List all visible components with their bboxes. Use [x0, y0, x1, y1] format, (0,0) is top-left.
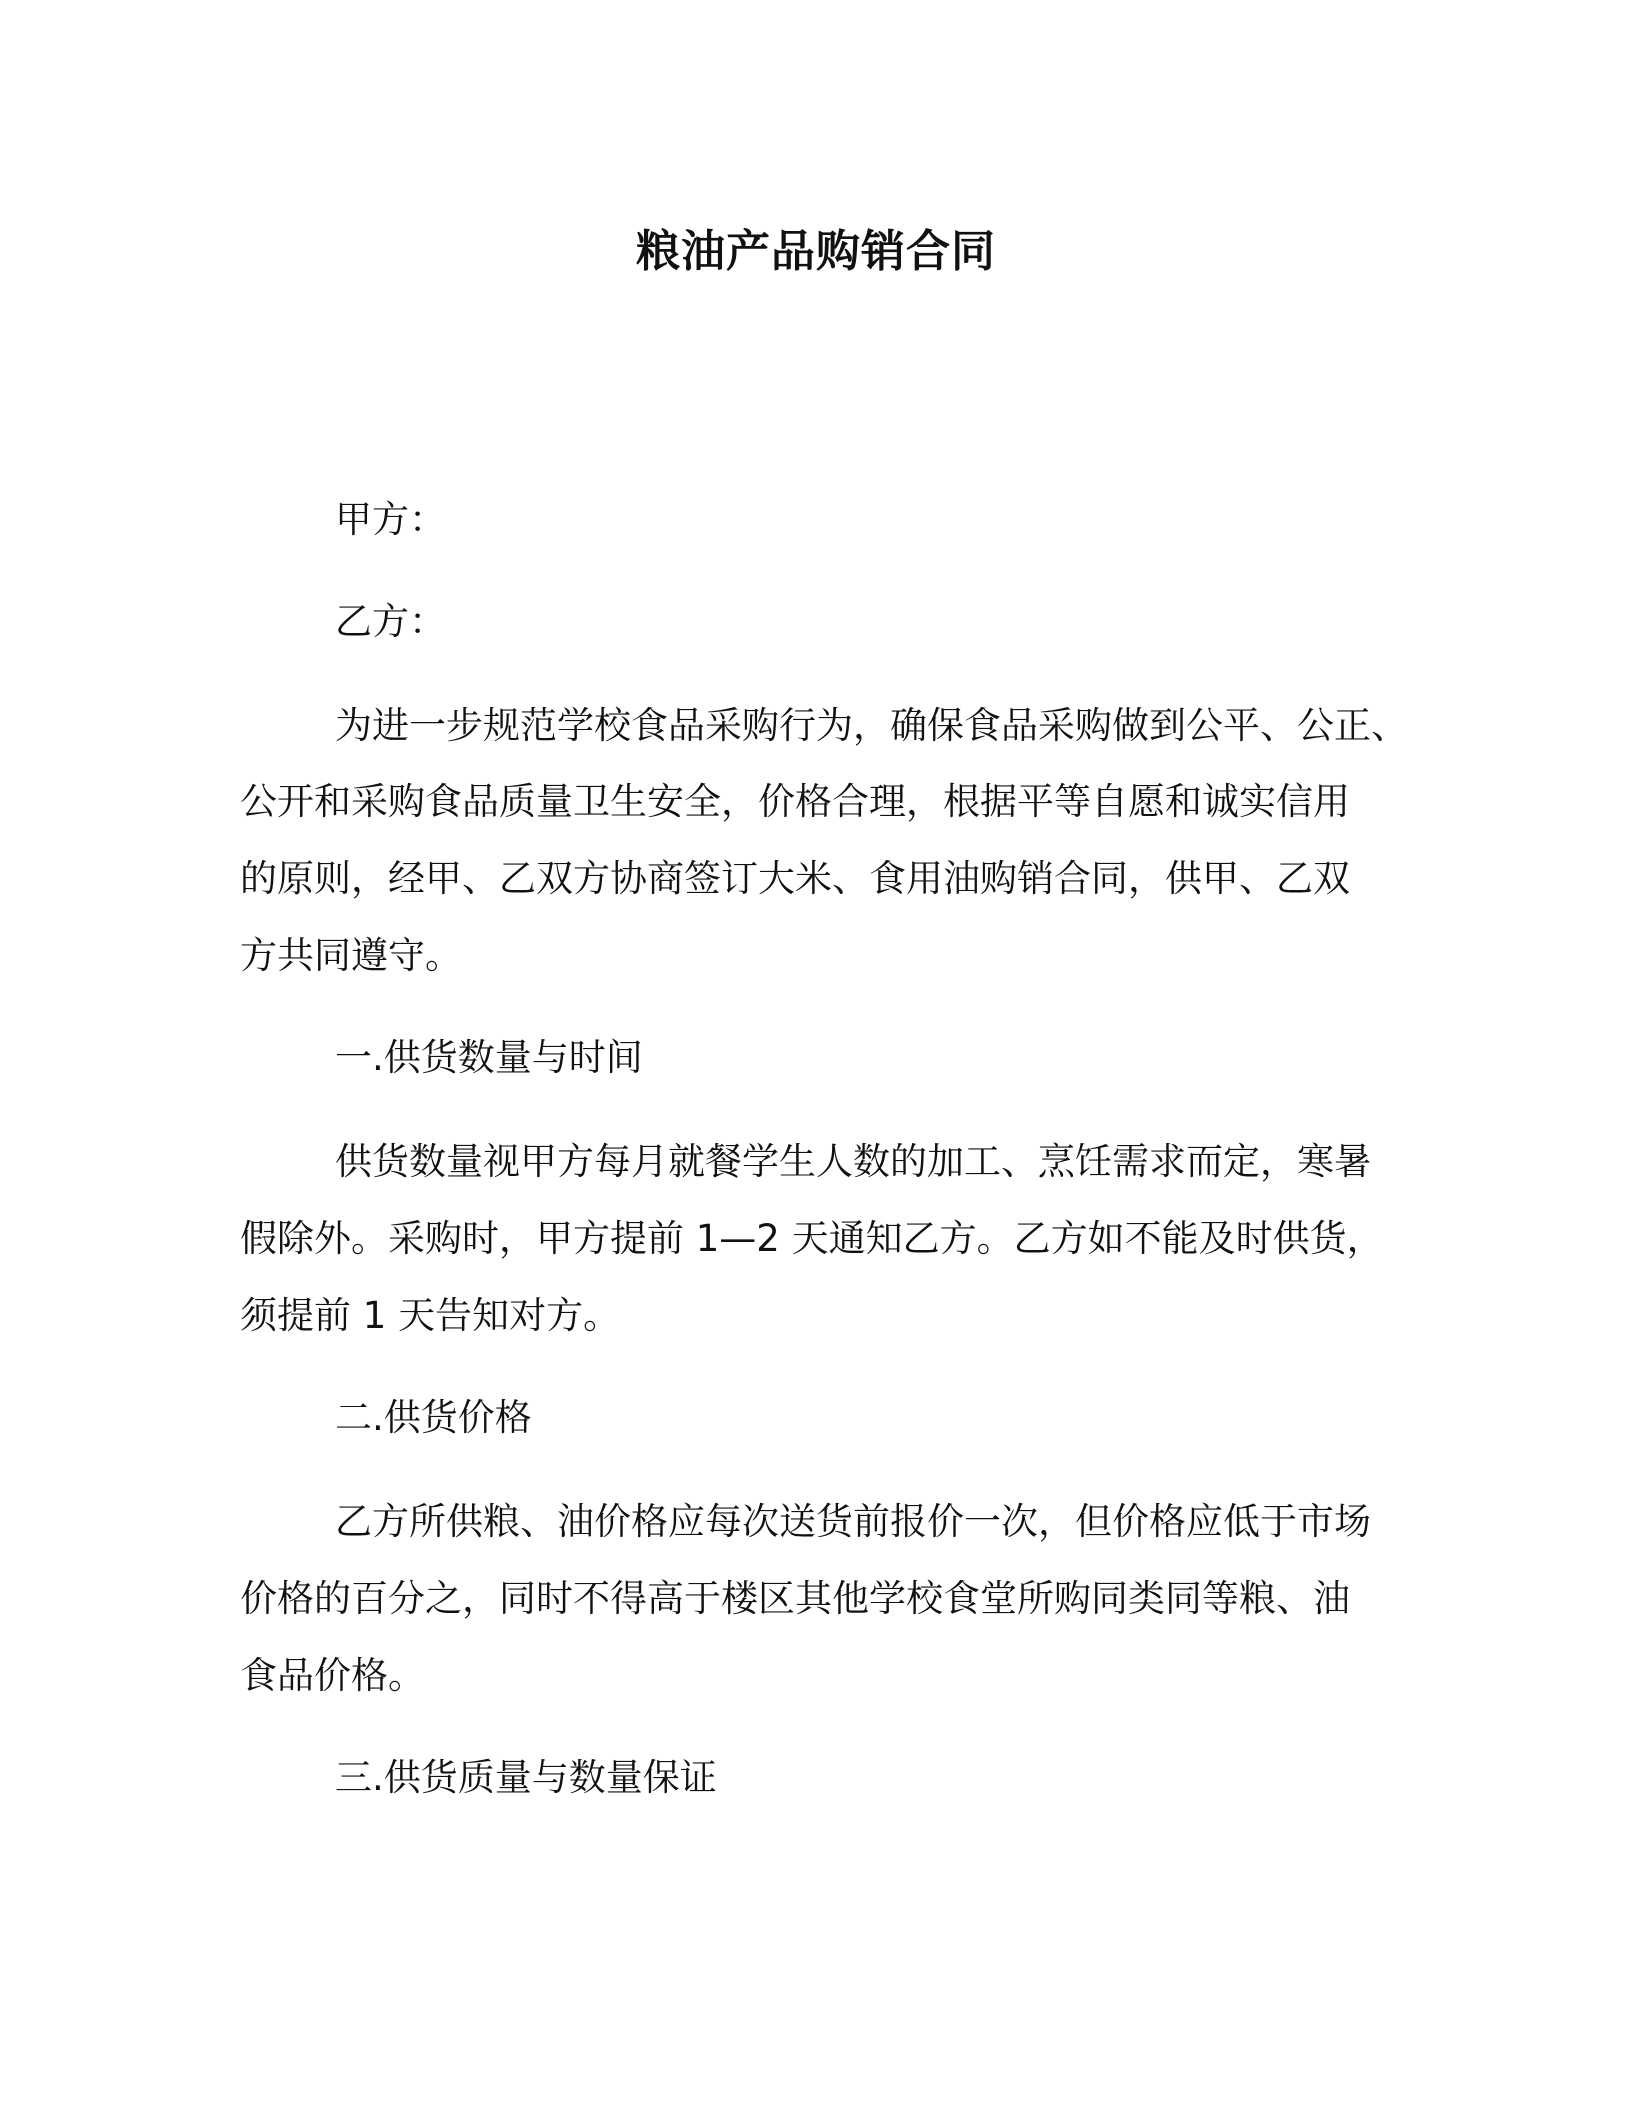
section-1-line-1: 供货数量视甲方每月就餐学生人数的加工、烹饪需求而定，寒暑	[335, 1140, 1371, 1183]
party-a-label: 甲方：	[335, 498, 446, 541]
section-2-line-3: 食品价格。	[240, 1654, 425, 1697]
intro-line-1: 为进一步规范学校食品采购行为，确保食品采购做到公平、公正、	[335, 704, 1408, 747]
intro-line-3: 的原则，经甲、乙双方协商签订大米、食用油购销合同，供甲、乙双	[240, 857, 1350, 900]
section-2-line-1: 乙方所供粮、油价格应每次送货前报价一次，但价格应低于市场	[335, 1500, 1371, 1543]
party-b-label: 乙方：	[335, 600, 446, 643]
section-1-heading: 一.供货数量与时间	[335, 1036, 643, 1079]
section-1-line-3: 须提前 1 天告知对方。	[240, 1294, 621, 1337]
document-title: 粮油产品购销合同	[636, 226, 996, 277]
intro-line-4: 方共同遵守。	[240, 934, 462, 977]
section-1-line-2: 假除外。采购时，甲方提前 1—2 天通知乙方。乙方如不能及时供货，	[240, 1217, 1384, 1260]
section-2-line-2: 价格的百分之，同时不得高于楼区其他学校食堂所购同类同等粮、油	[240, 1577, 1350, 1620]
section-2-heading: 二.供货价格	[335, 1396, 532, 1439]
intro-line-2: 公开和采购食品质量卫生安全，价格合理，根据平等自愿和诚实信用	[240, 780, 1350, 823]
section-3-heading: 三.供货质量与数量保证	[335, 1756, 717, 1799]
